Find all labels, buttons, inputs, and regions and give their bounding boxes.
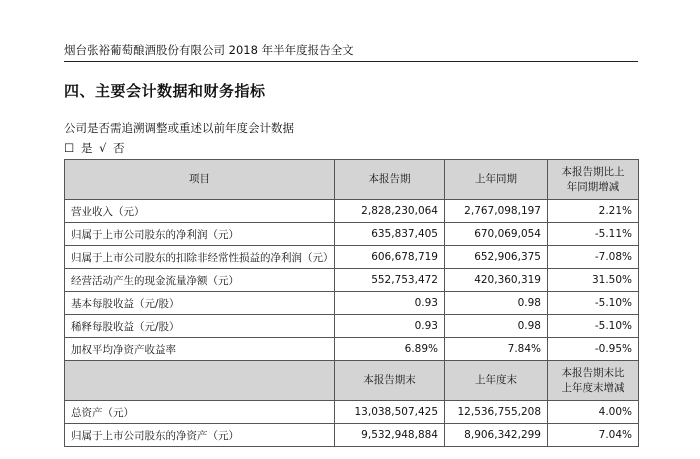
section-title: 四、主要会计数据和财务指标 [64,82,266,100]
table-header-row [65,160,639,200]
table-row: 归属于上市公司股东的扣除非经常性损益的净利润（元） 606,678,719 652,906,375 -7.08% [65,246,639,269]
restatement-question: 公司是否需追溯调整或重述以前年度会计数据 [64,121,294,135]
table-subheader-row [65,361,639,401]
header-blank [65,361,335,401]
restatement-options [64,140,128,156]
header-current-period: 本报告期 [335,160,445,200]
header-prior-period: 上年同期 [445,160,548,200]
header-prior-year-end: 上年度末 [445,361,548,401]
table-row: 稀释每股收益（元/股） 0.93 0.98 -5.10% [65,315,639,338]
checkbox-icon: ☐ [64,141,75,155]
table-row: 经营活动产生的现金流量净额（元） 552,753,472 420,360,319 31.50% [65,269,639,292]
option-yes-label: 是 [80,141,93,155]
financial-data-table [64,159,639,447]
check-mark-icon: √ [99,141,107,155]
table-row: 总资产（元） 13,038,507,425 12,536,755,208 4.00% [65,401,639,424]
header-item: 项目 [65,160,335,200]
header-change-vs-year-end: 本报告期末比 上年度末增减 [548,361,639,401]
table-row: 加权平均净资产收益率 6.89% 7.84% -0.95% [65,338,639,361]
table-row: 归属于上市公司股东的净资产（元） 9,532,948,884 8,906,342,299 7.04% [65,424,639,447]
header-change: 本报告期比上 年同期增减 [548,160,639,200]
option-no-label: 否 [113,141,125,155]
table-row: 营业收入（元） 2,828,230,064 2,767,098,197 2.21% [65,200,639,223]
document-header: 烟台张裕葡萄酿酒股份有限公司 2018 年半年度报告全文 [64,42,638,62]
table-row: 基本每股收益（元/股） 0.93 0.98 -5.10% [65,292,639,315]
table-row: 归属于上市公司股东的净利润（元） 635,837,405 670,069,054 -5.11% [65,223,639,246]
header-period-end: 本报告期末 [335,361,445,401]
